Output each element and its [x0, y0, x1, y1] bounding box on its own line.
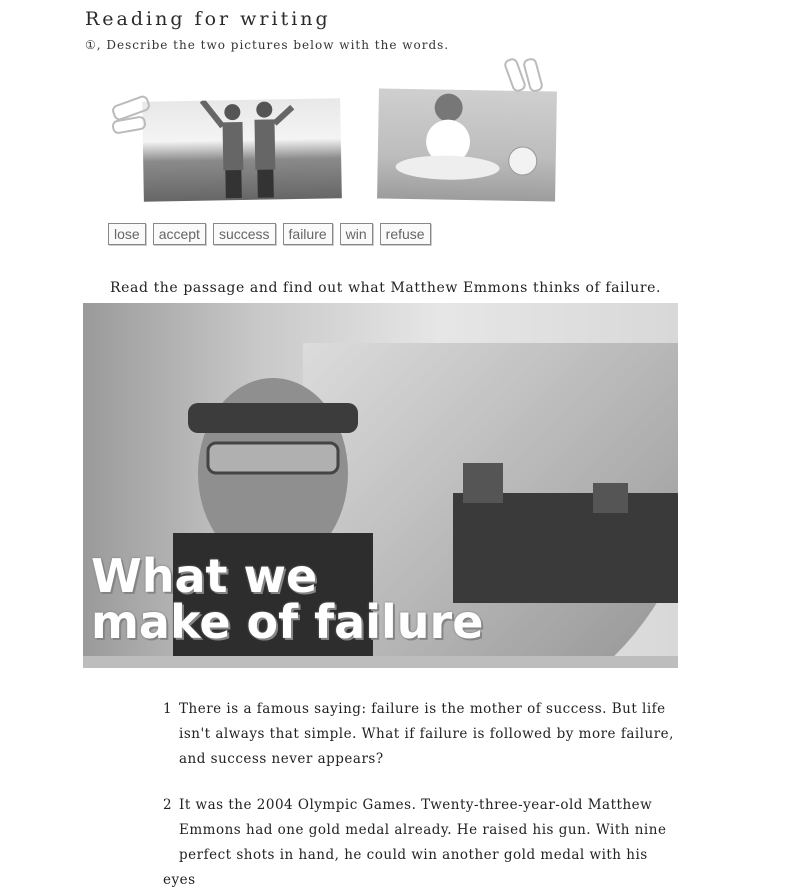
section-heading: Reading for writing: [85, 8, 331, 30]
banner-title-line1: What we: [91, 549, 318, 603]
paragraph-line: It was the 2004 Olympic Games. Twenty-three-year-old Matthew: [179, 797, 653, 813]
word-bank: [108, 223, 431, 245]
paragraph-line: perfect shots in hand, he could win another gold medal with his eyes: [163, 847, 648, 888]
picture-instruction: ①, Describe the two pictures below with the words.: [85, 38, 450, 52]
paragraph-line: Emmons had one gold medal already. He raised his gun. With nine: [179, 822, 667, 838]
word-box: accept: [153, 223, 206, 245]
article-banner-image: [83, 303, 678, 668]
banner-title: [91, 549, 484, 649]
celebration-photo: [142, 98, 342, 201]
paragraph-1: [163, 697, 683, 772]
paragraph-line: There is a famous saying: failure is the mother of success. But life: [179, 701, 666, 717]
celebration-figures: [142, 98, 342, 201]
sitting-figure: [377, 88, 557, 201]
banner-bottom-strip: [83, 656, 678, 668]
banner-title-line2: make of failure: [91, 595, 484, 649]
word-box: success: [213, 223, 276, 245]
reading-instruction: Read the passage and find out what Matthew Emmons thinks of failure.: [110, 280, 662, 296]
word-box: win: [340, 223, 373, 245]
paragraph-2: [163, 793, 683, 893]
word-box: lose: [108, 223, 146, 245]
paragraph-line: and success never appears?: [179, 751, 384, 767]
disappointment-photo: [377, 88, 557, 201]
word-box: failure: [283, 223, 333, 245]
paragraph-number: 2: [163, 797, 173, 813]
paragraph-number: 1: [163, 701, 173, 717]
word-box: refuse: [380, 223, 431, 245]
paragraph-line: isn't always that simple. What if failure is followed by more failure,: [179, 726, 674, 742]
